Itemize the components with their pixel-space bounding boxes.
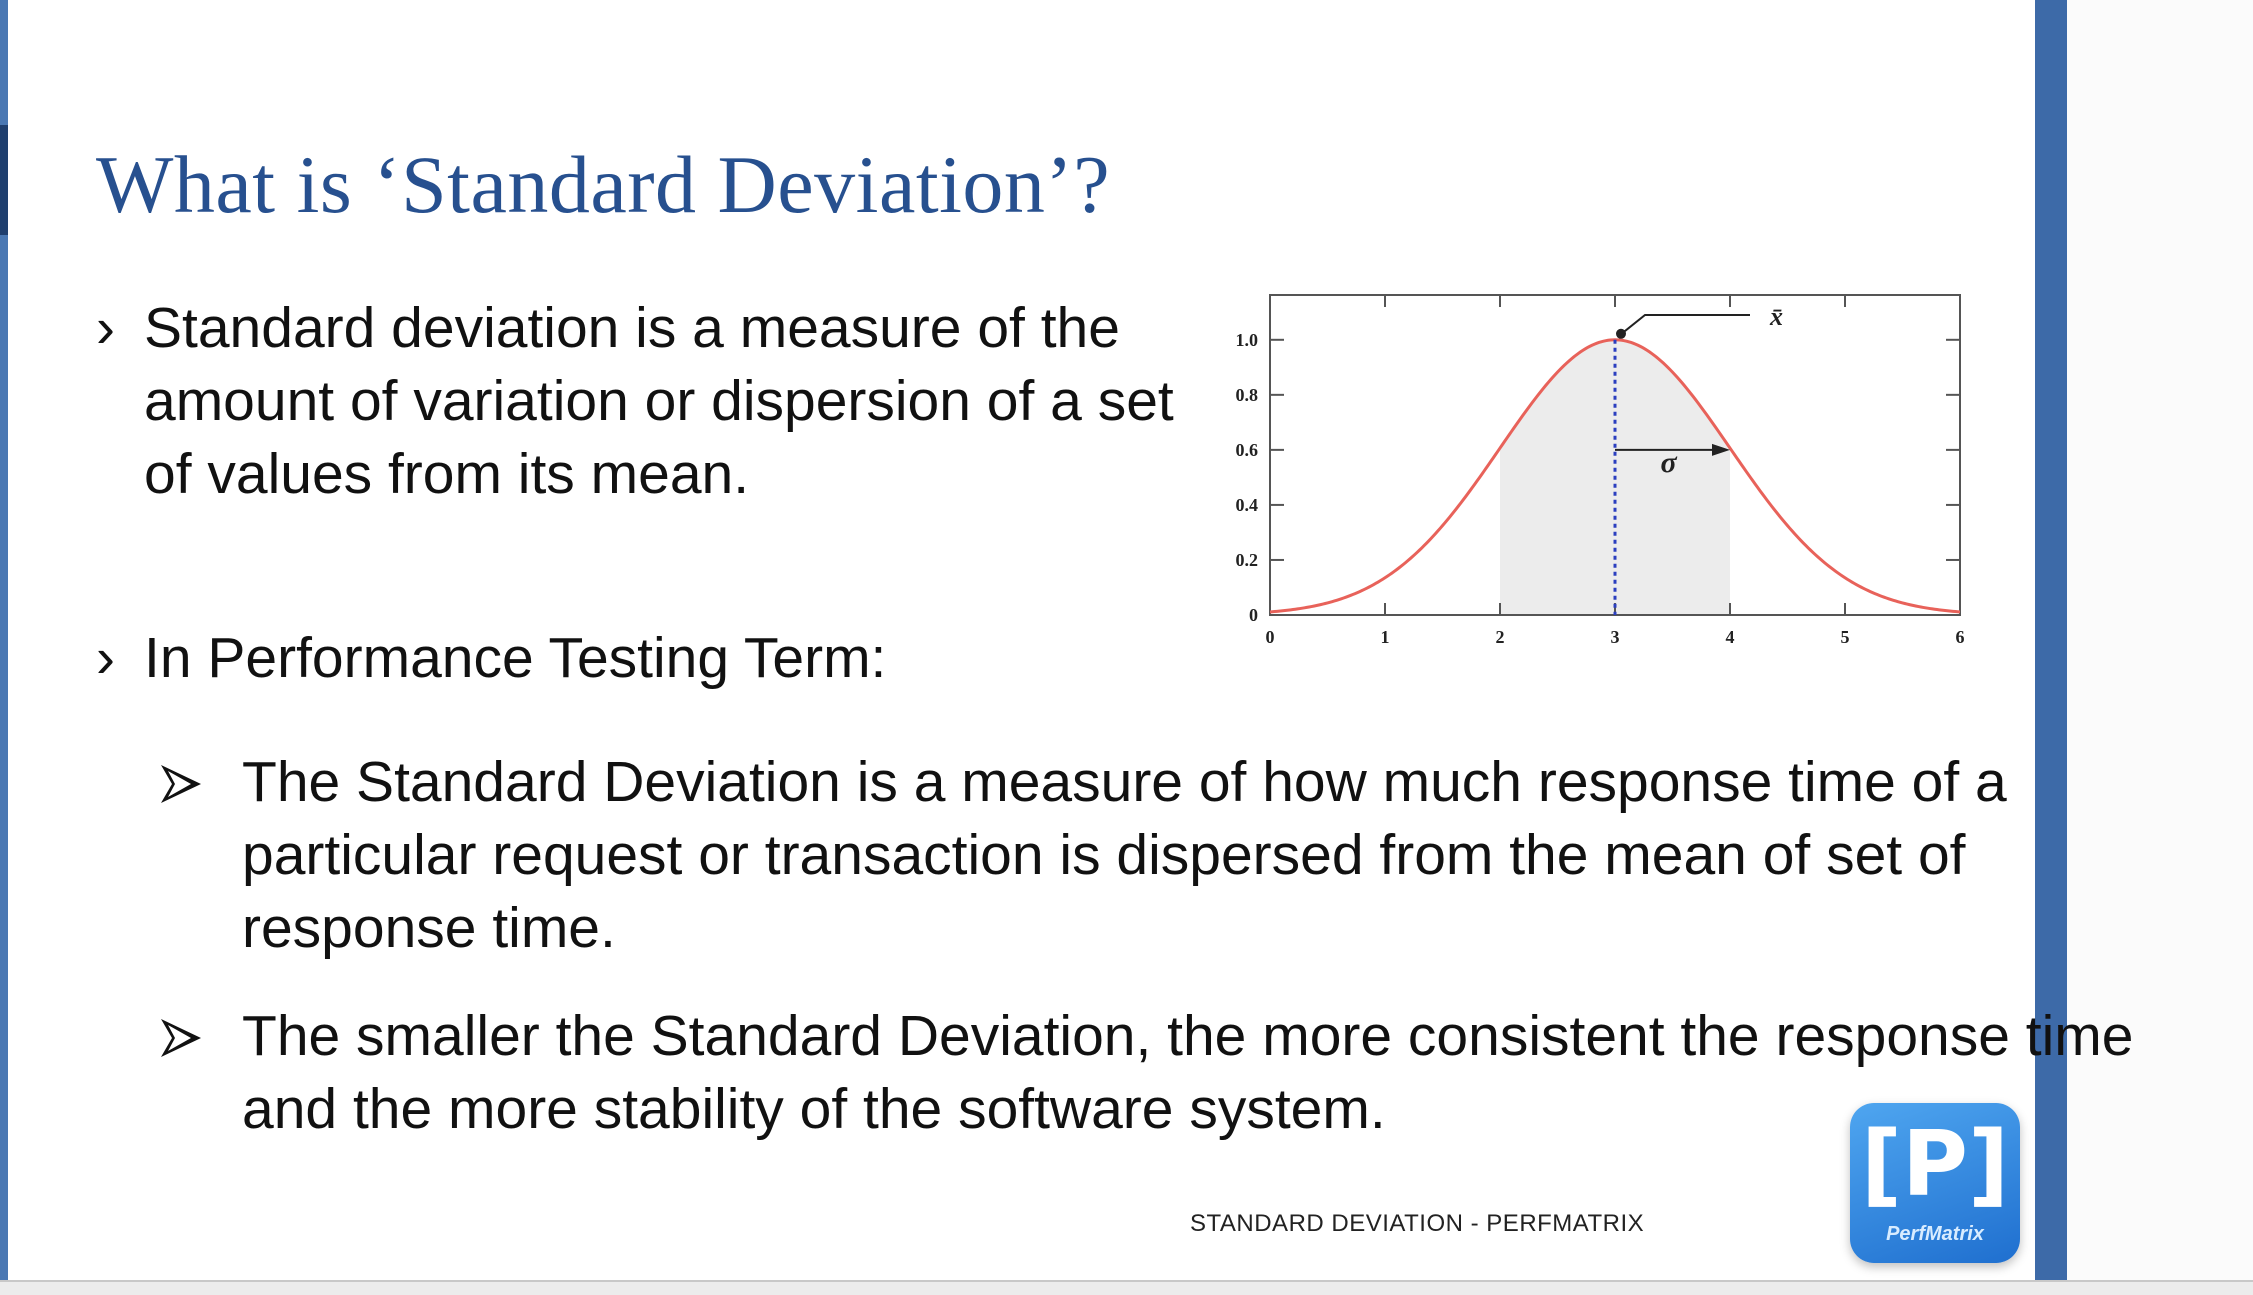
sub-bullet-text: The smaller the Standard Deviation, the more consistent the response time and the more stability of the software system.	[242, 1004, 2134, 1141]
bullet-marker: ›	[96, 626, 115, 690]
bullet-text: In Performance Testing Term:	[144, 626, 887, 690]
slide-title: What is ‘Standard Deviation’?	[96, 139, 1111, 230]
left-edge-marker	[0, 125, 8, 235]
sigma-symbol-label: σ	[1660, 445, 1677, 479]
y-tick-label: 1.0	[1235, 329, 1258, 350]
bullet-definition	[96, 292, 1196, 592]
bullet-text: Standard deviation is a measure of the amount of variation or dispersion of a set of values from its mean.	[144, 296, 1174, 506]
y-tick-label: 0.2	[1235, 549, 1258, 570]
logo-mark: [P]	[1860, 1112, 2010, 1217]
x-tick-label: 3	[1610, 627, 1620, 647]
slide-footer: STANDARD DEVIATION - PERFMATRIX	[1190, 1210, 1645, 1237]
x-tick-label: 5	[1840, 627, 1850, 647]
sub-bullet-text: The Standard Deviation is a measure of how much response time of a particular request or transaction is dispersed from the mean of set of response time.	[242, 750, 2007, 960]
x-tick-label: 6	[1955, 627, 1965, 647]
bullet-performance-term	[96, 622, 1196, 702]
bullet-marker: ›	[96, 296, 115, 360]
y-tick-label: 0	[1249, 605, 1258, 625]
normal-distribution-chart	[1180, 285, 1980, 665]
x-tick-label: 4	[1725, 627, 1735, 647]
mean-symbol-label: x̄	[1770, 302, 1783, 331]
logo-name: PerfMatrix	[1886, 1223, 1984, 1245]
x-tick-label: 0	[1265, 627, 1275, 647]
arrowhead-bullet-icon	[158, 762, 204, 806]
x-tick-label: 2	[1495, 627, 1505, 647]
mean-pointer-head	[1616, 329, 1626, 339]
y-tick-label: 0.4	[1235, 494, 1258, 515]
y-tick-label: 0.6	[1235, 439, 1258, 460]
x-tick-label: 1	[1380, 627, 1390, 647]
arrowhead-bullet-icon	[158, 1016, 204, 1060]
perfmatrix-logo	[1850, 1103, 2020, 1263]
y-tick-label: 0.8	[1235, 384, 1258, 405]
mean-pointer-line	[1619, 315, 1750, 336]
